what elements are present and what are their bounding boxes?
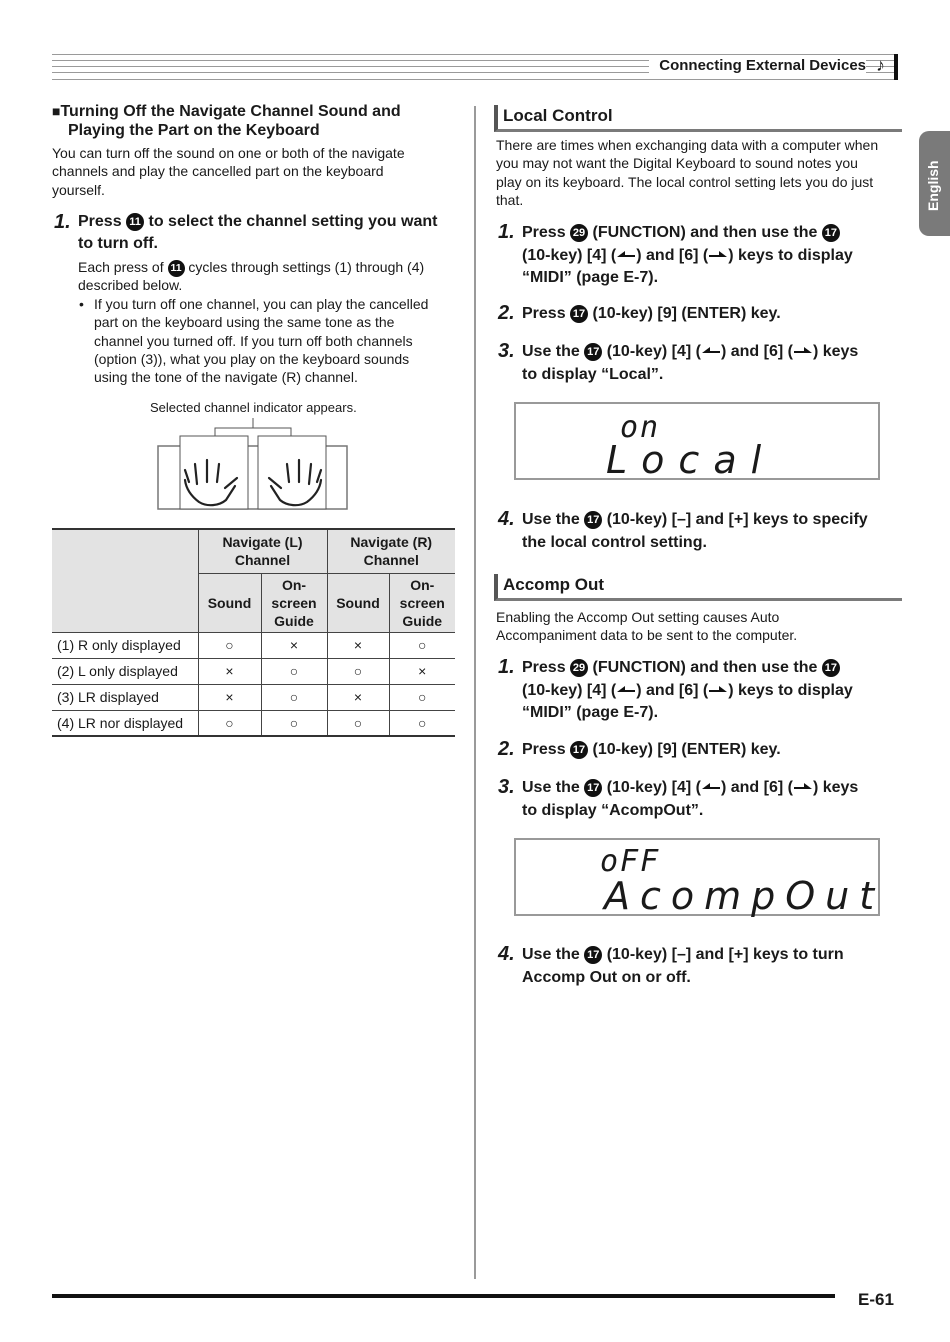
button-17-icon: 17 (822, 224, 840, 242)
footer-rule (52, 1294, 835, 1298)
left-intro: You can turn off the sound on one or both of the navigate channels and play the cancelled part on the keyboard yourself. (52, 145, 405, 198)
left-heading: ■Turning Off the Navigate Channel Sound and (52, 103, 401, 120)
left-step-1-text: Press 11 to select the channel setting you want (78, 213, 438, 230)
lcd-display-local (514, 402, 880, 480)
lc-step-1-text: Press 29 (FUNCTION) and then use the 17 (10-key) [4] ( ) and [6] ( ) keys to display “MIDI” (page E-7). (522, 224, 853, 286)
header-section-title: Connecting External Devices (649, 57, 866, 74)
channel-settings-table (52, 528, 455, 737)
hands-figure (155, 418, 351, 513)
lc-step-1-number: 1. (498, 221, 515, 243)
arrow-right-icon (793, 782, 813, 790)
button-17-icon: 17 (822, 659, 840, 677)
left-step-1-line2: to turn off. (78, 235, 158, 252)
button-11-icon: 11 (168, 260, 185, 277)
lcd-main-text: Local (606, 438, 776, 482)
arrow-left-icon (616, 685, 636, 693)
lc-step-2-number: 2. (498, 302, 515, 324)
left-step-1-bullet: If you turn off one channel, you can play the cancelled part on the keyboard using the same tone as the channel you turned off. If you turn off both channels (option (3)), what you play on the keyboard sounds using the tone of the navigate (R) channel. (94, 296, 429, 386)
button-17-icon: 17 (584, 343, 602, 361)
lc-step-4-text: Use the 17 (10-key) [–] and [+] keys to specify the local control setting. (522, 511, 868, 551)
ao-step-3-text: Use the 17 (10-key) [4] ( ) and [6] ( ) keys to display “AcompOut”. (522, 779, 859, 819)
button-17-icon: 17 (570, 305, 588, 323)
language-tab (919, 131, 950, 236)
left-step-1-desc-line2: described below. (78, 277, 183, 293)
lc-step-4-number: 4. (498, 508, 515, 530)
local-control-intro: There are times when exchanging data with a computer when you may not want the Digital Keyboard to sound notes you play on its keyboard. The local control setting lets you do just that. (496, 137, 879, 208)
table-sub-header: On-screen Guide (389, 573, 455, 632)
table-row: (2) L only displayed × ○ ○ × (52, 658, 455, 684)
lcd-top-text: oFF (600, 844, 661, 879)
table-row: (3) LR displayed × ○ × ○ (52, 684, 455, 710)
ao-step-2-text: Press 17 (10-key) [9] (ENTER) key. (522, 741, 781, 758)
local-control-title: Local Control (503, 106, 613, 125)
ao-step-4-number: 4. (498, 943, 515, 965)
ao-step-2-number: 2. (498, 738, 515, 760)
arrow-left-icon (616, 250, 636, 258)
staff-end-bar (894, 54, 898, 80)
accomp-out-intro: Enabling the Accomp Out setting causes Auto Accompaniment data to be sent to the computer. (496, 609, 798, 644)
left-step-1-number: 1. (54, 211, 71, 233)
accomp-out-title: Accomp Out (503, 575, 605, 594)
column-divider (474, 106, 476, 1279)
lc-step-2-text: Press 17 (10-key) [9] (ENTER) key. (522, 305, 781, 322)
table-row: (1) R only displayed ○ × × ○ (52, 632, 455, 658)
left-heading-line2: Playing the Part on the Keyboard (68, 122, 320, 139)
arrow-right-icon (708, 685, 728, 693)
button-17-icon: 17 (584, 946, 602, 964)
button-11-icon: 11 (126, 213, 144, 231)
music-note-icon: ♪ (876, 55, 885, 75)
figure-caption: Selected channel indicator appears. (150, 400, 357, 415)
accomp-out-title-bar (494, 574, 902, 601)
left-step-1-desc: Each press of 11 cycles through settings (1) through (4) (78, 259, 425, 275)
ao-step-3-number: 3. (498, 776, 515, 798)
local-control-title-bar (494, 105, 902, 132)
table-group-header: Navigate (R) Channel (327, 529, 455, 573)
arrow-left-icon (701, 782, 721, 790)
table-row: (4) LR nor displayed ○ ○ ○ ○ (52, 710, 455, 736)
table-sub-header: Sound (327, 573, 389, 632)
lc-step-3-text: Use the 17 (10-key) [4] ( ) and [6] ( ) keys to display “Local”. (522, 343, 859, 383)
language-tab-label: English (925, 160, 941, 211)
page-number: E-61 (858, 1290, 894, 1309)
arrow-right-icon (708, 250, 728, 258)
lcd-main-text: AcompOut (604, 874, 885, 918)
lcd-display-accomp-out (514, 838, 885, 918)
ao-step-1-number: 1. (498, 656, 515, 678)
arrow-left-icon (701, 346, 721, 354)
button-17-icon: 17 (584, 779, 602, 797)
button-29-icon: 29 (570, 224, 588, 242)
button-17-icon: 17 (584, 511, 602, 529)
lcd-top-text: on (620, 410, 661, 445)
table-sub-header: On-screen Guide (261, 573, 327, 632)
table-corner (52, 529, 198, 632)
lc-step-3-number: 3. (498, 340, 515, 362)
button-29-icon: 29 (570, 659, 588, 677)
button-17-icon: 17 (570, 741, 588, 759)
arrow-right-icon (793, 346, 813, 354)
square-bullet-icon: ■ (52, 103, 61, 119)
table-group-header: Navigate (L) Channel (198, 529, 327, 573)
ao-step-4-text: Use the 17 (10-key) [–] and [+] keys to turn Accomp Out on or off. (522, 946, 844, 986)
bullet-dot: • (79, 296, 84, 312)
table-sub-header: Sound (198, 573, 261, 632)
ao-step-1-text: Press 29 (FUNCTION) and then use the 17 (10-key) [4] ( ) and [6] ( ) keys to display “MIDI” (page E-7). (522, 659, 853, 721)
